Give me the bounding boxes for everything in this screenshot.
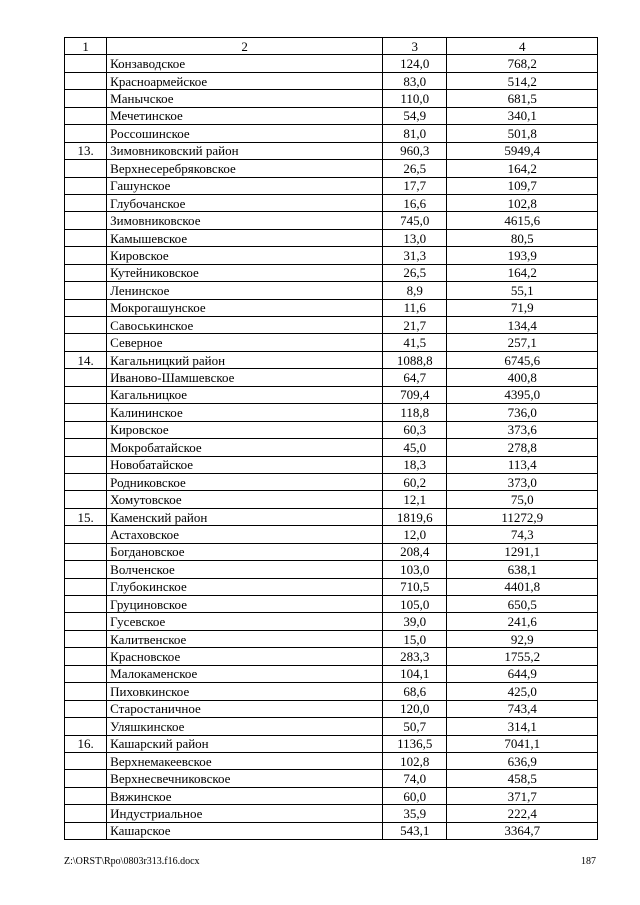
row-name: Груциновское <box>107 596 383 613</box>
row-name: Верхнесвечниковское <box>107 770 383 787</box>
row-value-3: 81,0 <box>383 125 447 142</box>
row-name: Глубокинское <box>107 578 383 595</box>
row-name: Пиховкинское <box>107 683 383 700</box>
row-number <box>65 212 107 229</box>
table-row <box>65 770 598 787</box>
row-name: Савоськинское <box>107 317 383 334</box>
table-row <box>65 351 598 368</box>
row-value-3: 103,0 <box>383 561 447 578</box>
table-row <box>65 404 598 421</box>
row-number <box>65 404 107 421</box>
row-number <box>65 386 107 403</box>
table-row <box>65 456 598 473</box>
row-value-3: 11,6 <box>383 299 447 316</box>
row-value-3: 60,0 <box>383 787 447 804</box>
table-row <box>65 369 598 386</box>
row-number <box>65 72 107 89</box>
table-row <box>65 247 598 264</box>
row-value-4: 4401,8 <box>447 578 598 595</box>
row-value-3: 208,4 <box>383 543 447 560</box>
row-name: Красноармейское <box>107 72 383 89</box>
row-value-3: 74,0 <box>383 770 447 787</box>
row-value-4: 222,4 <box>447 805 598 822</box>
row-number <box>65 299 107 316</box>
row-value-3: 8,9 <box>383 282 447 299</box>
row-value-3: 41,5 <box>383 334 447 351</box>
row-value-3: 283,3 <box>383 648 447 665</box>
row-number: 13. <box>65 142 107 159</box>
row-value-4: 7041,1 <box>447 735 598 752</box>
row-value-4: 55,1 <box>447 282 598 299</box>
row-value-3: 26,5 <box>383 264 447 281</box>
row-number <box>65 55 107 72</box>
table-row <box>65 648 598 665</box>
table-row <box>65 805 598 822</box>
row-value-4: 743,4 <box>447 700 598 717</box>
table-row <box>65 317 598 334</box>
row-name: Уляшкинское <box>107 718 383 735</box>
row-value-4: 113,4 <box>447 456 598 473</box>
row-number <box>65 718 107 735</box>
table-row <box>65 160 598 177</box>
row-name: Ленинское <box>107 282 383 299</box>
row-number <box>65 247 107 264</box>
row-value-4: 3364,7 <box>447 822 598 839</box>
table-row <box>65 421 598 438</box>
row-value-3: 1136,5 <box>383 735 447 752</box>
row-name: Малокаменское <box>107 665 383 682</box>
table-row <box>65 526 598 543</box>
row-value-4: 80,5 <box>447 229 598 246</box>
row-name: Кировское <box>107 247 383 264</box>
table-row <box>65 264 598 281</box>
row-value-3: 50,7 <box>383 718 447 735</box>
row-value-4: 134,4 <box>447 317 598 334</box>
row-value-4: 644,9 <box>447 665 598 682</box>
page-number: 187 <box>581 856 596 867</box>
row-name: Мокробатайское <box>107 439 383 456</box>
row-value-4: 4395,0 <box>447 386 598 403</box>
row-number: 14. <box>65 351 107 368</box>
row-number <box>65 229 107 246</box>
table-row <box>65 299 598 316</box>
row-value-4: 257,1 <box>447 334 598 351</box>
table-row <box>65 55 598 72</box>
row-number <box>65 665 107 682</box>
row-name: Каменский район <box>107 508 383 525</box>
table-row <box>65 177 598 194</box>
row-number <box>65 648 107 665</box>
footer-file-path: Z:\ORST\Rpo\0803r313.f16.docx <box>64 856 200 867</box>
row-value-3: 60,3 <box>383 421 447 438</box>
row-number <box>65 543 107 560</box>
row-number <box>65 613 107 630</box>
row-value-4: 425,0 <box>447 683 598 700</box>
table-row <box>65 578 598 595</box>
row-name: Конзаводское <box>107 55 383 72</box>
row-number <box>65 125 107 142</box>
row-number <box>65 456 107 473</box>
row-value-3: 543,1 <box>383 822 447 839</box>
row-name: Кутейниковское <box>107 264 383 281</box>
table-row <box>65 212 598 229</box>
row-value-3: 710,5 <box>383 578 447 595</box>
row-value-3: 124,0 <box>383 55 447 72</box>
row-name: Калитвенское <box>107 630 383 647</box>
row-name: Хомутовское <box>107 491 383 508</box>
row-number: 16. <box>65 735 107 752</box>
row-number <box>65 264 107 281</box>
row-value-3: 68,6 <box>383 683 447 700</box>
row-value-4: 768,2 <box>447 55 598 72</box>
row-value-3: 18,3 <box>383 456 447 473</box>
row-value-4: 458,5 <box>447 770 598 787</box>
row-value-3: 110,0 <box>383 90 447 107</box>
table-row <box>65 229 598 246</box>
row-number <box>65 752 107 769</box>
row-name: Россошинское <box>107 125 383 142</box>
table-row <box>65 491 598 508</box>
row-number <box>65 578 107 595</box>
row-value-3: 83,0 <box>383 72 447 89</box>
row-value-3: 45,0 <box>383 439 447 456</box>
table-row <box>65 683 598 700</box>
row-value-4: 102,8 <box>447 194 598 211</box>
row-number <box>65 683 107 700</box>
row-name: Кагальницкий район <box>107 351 383 368</box>
table-row <box>65 125 598 142</box>
table-row <box>65 613 598 630</box>
row-number <box>65 630 107 647</box>
row-number <box>65 282 107 299</box>
row-number <box>65 369 107 386</box>
row-value-4: 4615,6 <box>447 212 598 229</box>
row-number <box>65 317 107 334</box>
row-value-3: 104,1 <box>383 665 447 682</box>
table-row <box>65 142 598 159</box>
row-number <box>65 526 107 543</box>
row-value-3: 105,0 <box>383 596 447 613</box>
row-name: Родниковское <box>107 473 383 490</box>
row-name: Красновское <box>107 648 383 665</box>
row-number <box>65 822 107 839</box>
header-cell-3: 3 <box>383 38 447 55</box>
row-value-4: 314,1 <box>447 718 598 735</box>
row-value-4: 638,1 <box>447 561 598 578</box>
row-name: Астаховское <box>107 526 383 543</box>
row-value-3: 17,7 <box>383 177 447 194</box>
row-value-4: 736,0 <box>447 404 598 421</box>
row-name: Северное <box>107 334 383 351</box>
row-value-3: 64,7 <box>383 369 447 386</box>
table-row <box>65 334 598 351</box>
row-name: Зимовниковское <box>107 212 383 229</box>
row-value-4: 1755,2 <box>447 648 598 665</box>
row-value-4: 241,6 <box>447 613 598 630</box>
row-name: Глубочанское <box>107 194 383 211</box>
row-name: Индустриальное <box>107 805 383 822</box>
table-row <box>65 822 598 839</box>
row-value-4: 193,9 <box>447 247 598 264</box>
row-value-4: 501,8 <box>447 125 598 142</box>
header-row <box>65 38 598 55</box>
row-number <box>65 90 107 107</box>
row-value-3: 31,3 <box>383 247 447 264</box>
row-value-4: 164,2 <box>447 160 598 177</box>
row-value-4: 681,5 <box>447 90 598 107</box>
row-value-3: 35,9 <box>383 805 447 822</box>
table-row <box>65 561 598 578</box>
header-cell-2: 2 <box>107 38 383 55</box>
row-number <box>65 596 107 613</box>
row-name: Калининское <box>107 404 383 421</box>
row-name: Иваново-Шамшевское <box>107 369 383 386</box>
table-row <box>65 543 598 560</box>
row-number <box>65 107 107 124</box>
table-row <box>65 718 598 735</box>
row-value-4: 11272,9 <box>447 508 598 525</box>
row-name: Кагальницкое <box>107 386 383 403</box>
table-body <box>65 55 598 840</box>
row-number <box>65 194 107 211</box>
row-value-3: 21,7 <box>383 317 447 334</box>
row-number: 15. <box>65 508 107 525</box>
row-value-4: 278,8 <box>447 439 598 456</box>
table-row <box>65 282 598 299</box>
data-table <box>64 37 598 840</box>
row-number <box>65 421 107 438</box>
row-value-4: 1291,1 <box>447 543 598 560</box>
row-value-4: 71,9 <box>447 299 598 316</box>
row-value-4: 5949,4 <box>447 142 598 159</box>
table-row <box>65 735 598 752</box>
row-number <box>65 805 107 822</box>
row-value-3: 15,0 <box>383 630 447 647</box>
row-value-3: 16,6 <box>383 194 447 211</box>
row-number <box>65 561 107 578</box>
row-number <box>65 770 107 787</box>
header-cell-4: 4 <box>447 38 598 55</box>
header-cell-1: 1 <box>65 38 107 55</box>
row-value-3: 1819,6 <box>383 508 447 525</box>
row-name: Камышевское <box>107 229 383 246</box>
row-value-4: 373,0 <box>447 473 598 490</box>
row-name: Кашарское <box>107 822 383 839</box>
table-row <box>65 508 598 525</box>
row-name: Кировское <box>107 421 383 438</box>
row-name: Мечетинское <box>107 107 383 124</box>
row-number <box>65 787 107 804</box>
row-number <box>65 160 107 177</box>
row-number <box>65 700 107 717</box>
row-value-3: 1088,8 <box>383 351 447 368</box>
row-value-4: 373,6 <box>447 421 598 438</box>
row-value-3: 13,0 <box>383 229 447 246</box>
row-name: Зимовниковский район <box>107 142 383 159</box>
table-row <box>65 787 598 804</box>
table-row <box>65 90 598 107</box>
row-value-3: 54,9 <box>383 107 447 124</box>
table-row <box>65 596 598 613</box>
row-value-4: 636,9 <box>447 752 598 769</box>
table-row <box>65 665 598 682</box>
row-value-3: 12,0 <box>383 526 447 543</box>
row-value-3: 12,1 <box>383 491 447 508</box>
row-number <box>65 177 107 194</box>
row-name: Кашарский район <box>107 735 383 752</box>
row-value-3: 60,2 <box>383 473 447 490</box>
row-name: Верхнесеребряковское <box>107 160 383 177</box>
table-row <box>65 700 598 717</box>
row-name: Гашунское <box>107 177 383 194</box>
row-value-4: 92,9 <box>447 630 598 647</box>
row-value-4: 371,7 <box>447 787 598 804</box>
table-row <box>65 439 598 456</box>
row-name: Вяжинское <box>107 787 383 804</box>
row-value-4: 109,7 <box>447 177 598 194</box>
row-name: Манычское <box>107 90 383 107</box>
table-row <box>65 72 598 89</box>
row-value-4: 514,2 <box>447 72 598 89</box>
table-row <box>65 473 598 490</box>
row-value-3: 102,8 <box>383 752 447 769</box>
row-value-3: 26,5 <box>383 160 447 177</box>
row-value-4: 6745,6 <box>447 351 598 368</box>
row-name: Старостаничное <box>107 700 383 717</box>
row-number <box>65 473 107 490</box>
row-name: Гусевское <box>107 613 383 630</box>
table-row <box>65 194 598 211</box>
row-name: Верхнемакеевское <box>107 752 383 769</box>
row-value-3: 120,0 <box>383 700 447 717</box>
table-row <box>65 386 598 403</box>
row-name: Новобатайское <box>107 456 383 473</box>
row-number <box>65 439 107 456</box>
table-row <box>65 630 598 647</box>
row-name: Мокрогашунское <box>107 299 383 316</box>
row-name: Волченское <box>107 561 383 578</box>
row-value-3: 709,4 <box>383 386 447 403</box>
table-row <box>65 752 598 769</box>
row-value-3: 118,8 <box>383 404 447 421</box>
row-number <box>65 491 107 508</box>
row-value-3: 39,0 <box>383 613 447 630</box>
table-row <box>65 107 598 124</box>
row-value-4: 164,2 <box>447 264 598 281</box>
row-value-4: 650,5 <box>447 596 598 613</box>
row-value-4: 340,1 <box>447 107 598 124</box>
row-name: Богдановское <box>107 543 383 560</box>
row-value-4: 400,8 <box>447 369 598 386</box>
row-value-3: 745,0 <box>383 212 447 229</box>
row-value-3: 960,3 <box>383 142 447 159</box>
row-value-4: 74,3 <box>447 526 598 543</box>
row-value-4: 75,0 <box>447 491 598 508</box>
row-number <box>65 334 107 351</box>
